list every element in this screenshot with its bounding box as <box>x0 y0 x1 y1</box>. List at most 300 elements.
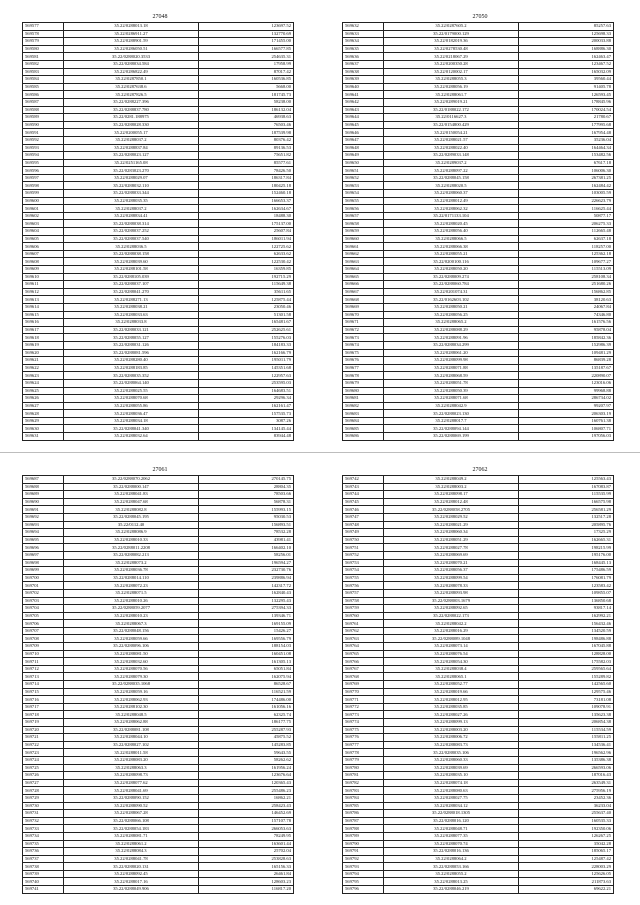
row-id-cell: 569667 <box>343 288 384 296</box>
amount-cell: 122725.62 <box>199 243 294 251</box>
row-id-cell: 569695 <box>23 536 64 544</box>
table-row <box>343 870 614 878</box>
amount-cell: 128603.23 <box>199 878 294 886</box>
table-row <box>343 372 614 380</box>
row-id-cell: 569642 <box>343 98 384 106</box>
row-id-cell: 569662 <box>343 250 384 258</box>
table-row <box>23 144 294 152</box>
amount-cell: 56878.31 <box>199 498 294 506</box>
table-row <box>23 182 294 190</box>
row-id-cell: 569685 <box>343 425 384 433</box>
reference-cell: 35.22/0288058.2705 <box>384 506 519 514</box>
row-id-cell: 569654 <box>343 190 384 198</box>
table-row <box>23 136 294 144</box>
table-row <box>343 772 614 780</box>
row-id-cell: 569746 <box>343 506 384 514</box>
amount-cell: 139346.71 <box>199 612 294 620</box>
amount-cell: 59643.55 <box>199 749 294 757</box>
row-id-cell: 569655 <box>343 197 384 205</box>
row-id-cell: 569775 <box>343 726 384 734</box>
row-id-cell: 569679 <box>343 379 384 387</box>
row-id-cell: 569697 <box>23 551 64 559</box>
reference-cell: 35.22/0288052.77 <box>384 681 519 689</box>
reference-cell: 35.22/0288023.127 <box>64 152 199 160</box>
reference-cell: 35.22/0200055.17 <box>64 129 199 137</box>
amount-cell: 125362.18 <box>519 250 614 258</box>
reference-cell: 35.22/0288010.23 <box>64 612 199 620</box>
row-id-cell: 569692 <box>23 513 64 521</box>
reference-cell: 35.22/0288048.156 <box>64 627 199 635</box>
row-id-cell: 569738 <box>23 863 64 871</box>
row-id-cell: 569657 <box>343 212 384 220</box>
table-row <box>23 167 294 175</box>
reference-cell: 35.22/0288003.2 <box>384 483 519 491</box>
amount-cell: 152460.18 <box>199 190 294 198</box>
reference-cell: 35.22/0288901.59 <box>64 38 199 46</box>
reference-cell: 35.22/0288098.17 <box>384 491 519 499</box>
amount-cell: 62325.74 <box>199 711 294 719</box>
row-id-cell: 569591 <box>23 129 64 137</box>
amount-cell: 62633.62 <box>199 250 294 258</box>
table-row <box>343 136 614 144</box>
table-row <box>343 288 614 296</box>
amount-cell: 167083.87 <box>519 483 614 491</box>
reference-cell: 35.22/0288070.2062 <box>64 476 199 484</box>
row-id-cell: 569694 <box>23 529 64 537</box>
table-row <box>23 749 294 757</box>
reference-cell: 35.22/0288027.75 <box>384 794 519 802</box>
row-id-cell: 569699 <box>23 567 64 575</box>
table-row <box>343 810 614 818</box>
row-id-cell: 569774 <box>343 719 384 727</box>
table-row <box>343 825 614 833</box>
reference-cell: 35.22/0288035.352 <box>64 372 199 380</box>
reference-cell: 35.22/0288082.213 <box>64 551 199 559</box>
row-id-cell: 569644 <box>343 114 384 122</box>
table-row <box>23 228 294 236</box>
amount-cell: 125563.43 <box>519 476 614 484</box>
amount-cell: 109855.07 <box>519 589 614 597</box>
amount-cell: 123467.52 <box>519 60 614 68</box>
table-row <box>343 266 614 274</box>
table-row <box>343 605 614 613</box>
amount-cell: 134145.44 <box>199 425 294 433</box>
table-row <box>343 886 614 894</box>
table-row <box>343 174 614 182</box>
reference-cell: 35.22/0154800.429 <box>384 121 519 129</box>
reference-cell: 35.22/0288059.16 <box>64 688 199 696</box>
table-row <box>343 779 614 787</box>
row-id-cell: 569745 <box>343 498 384 506</box>
amount-cell: 122530.42 <box>199 258 294 266</box>
reference-cell: 35.22/0288183.85 <box>64 364 199 372</box>
reference-cell: 35.22/0288006.72 <box>384 734 519 742</box>
table-row <box>343 506 614 514</box>
row-id-cell: 569700 <box>23 574 64 582</box>
data-table <box>22 22 294 441</box>
amount-cell: 51301.58 <box>199 311 294 319</box>
row-id-cell: 569703 <box>23 597 64 605</box>
reference-cell: 35.22/0288019.66 <box>384 688 519 696</box>
amount-cell: 58238.00 <box>199 98 294 106</box>
row-id-cell: 569590 <box>23 121 64 129</box>
table-row <box>23 817 294 825</box>
row-id-cell: 569616 <box>23 319 64 327</box>
row-id-cell: 569717 <box>23 703 64 711</box>
reference-cell: 35.22/0288051.29 <box>384 536 519 544</box>
table-row <box>23 38 294 46</box>
table-row <box>23 152 294 160</box>
row-id-cell: 569762 <box>343 627 384 635</box>
reference-cell: 35.22/0288037.2 <box>64 136 199 144</box>
table-row <box>23 45 294 53</box>
amount-cell: 142317.72 <box>199 582 294 590</box>
row-id-cell: 569714 <box>23 681 64 689</box>
table-row <box>343 45 614 53</box>
table-row <box>23 476 294 484</box>
row-id-cell: 569764 <box>343 643 384 651</box>
row-id-cell: 569618 <box>23 334 64 342</box>
reference-cell: 35.22/0288016.136 <box>384 848 519 856</box>
amount-cell: 80376.42 <box>199 136 294 144</box>
amount-cell: 123697.52 <box>199 23 294 31</box>
reference-cell: 35.22/0288017.16 <box>64 878 199 886</box>
reference-cell: 35.22/0288045.195 <box>64 513 199 521</box>
row-id-cell: 569597 <box>23 174 64 182</box>
row-id-cell: 569652 <box>343 174 384 182</box>
amount-cell: 76503.46 <box>199 121 294 129</box>
row-id-cell: 569626 <box>23 395 64 403</box>
row-id-cell: 569688 <box>23 483 64 491</box>
amount-cell: 161576.56 <box>519 319 614 327</box>
row-id-cell: 569596 <box>23 167 64 175</box>
reference-cell: 35.22/0288049.906 <box>64 886 199 894</box>
reference-cell: 35.22/0288034.12 <box>384 802 519 810</box>
amount-cell: 157107.78 <box>199 817 294 825</box>
reference-cell: 35.22/0288041.69 <box>64 787 199 795</box>
amount-cell: 135623.38 <box>519 711 614 719</box>
reference-cell: 35.22/0288042.2 <box>384 620 519 628</box>
amount-cell: 160535.33 <box>519 817 614 825</box>
row-id-cell: 569719 <box>23 719 64 727</box>
amount-cell: 123016.06 <box>519 379 614 387</box>
reference-cell: 35.22/0288010.33 <box>64 536 199 544</box>
table-row <box>343 476 614 484</box>
reference-cell: 35.22/0288016.120 <box>384 817 519 825</box>
amount-cell: 17958.99 <box>199 60 294 68</box>
amount-cell: 188154.03 <box>199 643 294 651</box>
table-row <box>23 650 294 658</box>
row-id-cell: 569766 <box>343 658 384 666</box>
table-row <box>23 364 294 372</box>
row-id-cell: 569716 <box>23 696 64 704</box>
table-row <box>343 544 614 552</box>
amount-cell: 175582.03 <box>519 658 614 666</box>
amount-cell: 166653.37 <box>199 197 294 205</box>
reference-cell: 35.22/0188022.172 <box>384 106 519 114</box>
table-row <box>343 60 614 68</box>
reference-cell: 35.22/0288042.9 <box>384 402 519 410</box>
reference-cell: 35.22/0286050.51 <box>64 45 199 53</box>
amount-cell: 155276.03 <box>199 334 294 342</box>
table-row <box>343 106 614 114</box>
reference-cell: 35.22/0288020.5 <box>384 182 519 190</box>
reference-cell: 35.22/0289019.21 <box>384 98 519 106</box>
table-row <box>343 273 614 281</box>
reference-cell: 35.22/0288038.314 <box>64 220 199 228</box>
reference-cell: 35.22/0171133.104 <box>384 212 519 220</box>
reference-cell: 35.22/0288062.32 <box>384 205 519 213</box>
table-row <box>343 756 614 764</box>
reference-cell: 35.22/0281.188975 <box>64 114 199 122</box>
amount-cell: 155993.15 <box>199 506 294 514</box>
table-row <box>343 83 614 91</box>
amount-cell: 187539.98 <box>199 129 294 137</box>
table-row <box>343 650 614 658</box>
row-id-cell: 569690 <box>23 498 64 506</box>
document-page-2 <box>320 0 640 452</box>
reference-cell: 35.22/0288036.47 <box>64 410 199 418</box>
amount-cell: 74346.80 <box>519 311 614 319</box>
reference-cell: 35.22/0288060.784 <box>384 281 519 289</box>
table-row <box>343 281 614 289</box>
row-id-cell: 569617 <box>23 326 64 334</box>
reference-cell: 35.22/0288066.5 <box>384 235 519 243</box>
table-row <box>343 574 614 582</box>
row-id-cell: 569620 <box>23 349 64 357</box>
row-id-cell: 569733 <box>23 825 64 833</box>
amount-cell: 112665.48 <box>519 228 614 236</box>
reference-cell: 35.22/0288029.07 <box>64 174 199 182</box>
reference-cell: 35.22/0200100.116 <box>384 258 519 266</box>
reference-cell: 35.22/0162603.102 <box>384 296 519 304</box>
table-row <box>343 395 614 403</box>
reference-cell: 35.22/0288027.26 <box>384 711 519 719</box>
reference-cell: 35.22/0288834.41 <box>64 212 199 220</box>
reference-cell: 35.22/0288837.84 <box>64 144 199 152</box>
data-table <box>342 475 614 894</box>
table-row <box>343 144 614 152</box>
amount-cell: 206303.19 <box>519 410 614 418</box>
table-row <box>343 212 614 220</box>
row-id-cell: 569753 <box>343 559 384 567</box>
amount-cell: 161305.13 <box>199 658 294 666</box>
table-row <box>343 832 614 840</box>
row-id-cell: 569708 <box>23 635 64 643</box>
table-row <box>23 197 294 205</box>
row-id-cell: 569790 <box>343 840 384 848</box>
table-row <box>23 832 294 840</box>
amount-cell: 166402.10 <box>199 544 294 552</box>
row-id-cell: 569583 <box>23 68 64 76</box>
reference-cell: 35.22/0288016.29 <box>384 627 519 635</box>
table-row <box>23 551 294 559</box>
amount-cell: 168445.13 <box>519 559 614 567</box>
table-row <box>343 387 614 395</box>
table-row <box>23 311 294 319</box>
table-row <box>343 711 614 719</box>
table-row <box>23 741 294 749</box>
row-id-cell: 569604 <box>23 228 64 236</box>
row-id-cell: 569614 <box>23 303 64 311</box>
amount-cell: 266593.06 <box>519 764 614 772</box>
reference-cell: 35.22/0288032.110 <box>64 182 199 190</box>
data-table <box>22 475 294 894</box>
table-row <box>343 665 614 673</box>
row-id-cell: 569621 <box>23 357 64 365</box>
amount-cell: 25607.84 <box>199 228 294 236</box>
row-id-cell: 569794 <box>343 870 384 878</box>
amount-cell: 161956.24 <box>199 764 294 772</box>
amount-cell: 252625.61 <box>199 326 294 334</box>
amount-cell: 259565.64 <box>519 665 614 673</box>
table-row <box>23 243 294 251</box>
reference-cell: 35.22/0288041.340 <box>64 425 199 433</box>
row-id-cell: 569622 <box>23 364 64 372</box>
reference-cell: 35.22/0288034.584 <box>64 60 199 68</box>
table-row <box>23 810 294 818</box>
row-id-cell: 569638 <box>343 68 384 76</box>
amount-cell: 67617.18 <box>519 159 614 167</box>
row-id-cell: 569598 <box>23 182 64 190</box>
table-row <box>23 612 294 620</box>
table-row <box>23 825 294 833</box>
reference-cell: 35.22/0288070.74 <box>384 840 519 848</box>
reference-cell: 35.22/0288035.1068 <box>64 681 199 689</box>
amount-cell: 253828.63 <box>199 855 294 863</box>
amount-cell: 186177.75 <box>199 719 294 727</box>
amount-cell: 197056.03 <box>519 433 614 441</box>
reference-cell: 35.22/0288089.1048 <box>384 635 519 643</box>
table-row <box>23 395 294 403</box>
amount-cell: 211873.63 <box>519 878 614 886</box>
reference-cell: 35.22/0288051.78 <box>384 379 519 387</box>
reference-cell: 35.22/0288060.37 <box>384 190 519 198</box>
amount-cell: 136850.68 <box>519 597 614 605</box>
row-id-cell: 569720 <box>23 726 64 734</box>
amount-cell: 165481.67 <box>199 319 294 327</box>
reference-cell: 35.22/0288037.540 <box>64 235 199 243</box>
reference-cell: 35.22/0288048.71 <box>384 825 519 833</box>
amount-cell: 65051.84 <box>199 665 294 673</box>
amount-cell: 275956.19 <box>519 787 614 795</box>
reference-cell: 35.22/0288018.1305 <box>384 810 519 818</box>
amount-cell: 258423.43 <box>199 802 294 810</box>
reference-cell: 35.22/0288055.2 <box>384 870 519 878</box>
amount-cell: 195011.79 <box>199 357 294 365</box>
reference-cell: 35.22/0288227.396 <box>64 98 199 106</box>
amount-cell: 180425.18 <box>199 182 294 190</box>
amount-cell: 178845.96 <box>519 98 614 106</box>
amount-cell: 160536.85 <box>199 76 294 84</box>
table-row <box>23 266 294 274</box>
table-row <box>343 749 614 757</box>
table-row <box>343 612 614 620</box>
row-id-cell: 569747 <box>343 513 384 521</box>
table-row <box>23 673 294 681</box>
amount-cell: 164683.51 <box>199 387 294 395</box>
amount-cell: 28804.35 <box>199 483 294 491</box>
table-row <box>343 567 614 575</box>
reference-cell: 35.22/0288071.5 <box>64 589 199 597</box>
amount-cell: 205895.76 <box>519 521 614 529</box>
reference-cell: 35.22/0288022.173 <box>384 612 519 620</box>
row-id-cell: 569672 <box>343 326 384 334</box>
row-id-cell: 569671 <box>343 319 384 327</box>
row-id-cell: 569705 <box>23 612 64 620</box>
reference-cell: 35.22/0288050.20 <box>384 266 519 274</box>
table-row <box>23 802 294 810</box>
table-row <box>23 506 294 514</box>
amount-cell: 15426.27 <box>199 627 294 635</box>
row-id-cell: 569796 <box>343 886 384 894</box>
reference-cell: 35.22/0288076.54 <box>384 650 519 658</box>
amount-cell: 162634.67 <box>199 205 294 213</box>
amount-cell: 16359.85 <box>199 266 294 274</box>
table-row <box>23 250 294 258</box>
reference-cell: 35.22/0251165.08 <box>64 159 199 167</box>
table-row <box>343 794 614 802</box>
table-row <box>23 159 294 167</box>
amount-cell: 115534.59 <box>519 726 614 734</box>
amount-cell: 116817.20 <box>199 886 294 894</box>
row-id-cell: 569627 <box>23 402 64 410</box>
reference-cell: 35.22/0289037.2 <box>384 159 519 167</box>
row-id-cell: 569749 <box>343 529 384 537</box>
amount-cell: 99968.88 <box>519 387 614 395</box>
reference-cell: 35.22/0116627.3 <box>384 114 519 122</box>
page-number-title: 27048 <box>152 14 168 20</box>
table-row <box>23 379 294 387</box>
amount-cell: 46938.63 <box>199 114 294 122</box>
row-id-cell: 569722 <box>23 741 64 749</box>
reference-cell: 35.22/0287638.6 <box>64 83 199 91</box>
reference-cell: 35.22/0288069.199 <box>384 433 519 441</box>
table-row <box>343 243 614 251</box>
reference-cell: 35.22/0286822.49 <box>64 68 199 76</box>
table-row <box>23 68 294 76</box>
amount-cell: 171455.00 <box>199 38 294 46</box>
amount-cell: 18488.30 <box>199 212 294 220</box>
row-id-cell: 569793 <box>343 863 384 871</box>
reference-cell: 35.22/0288048.5 <box>64 711 199 719</box>
reference-cell: 35.22/0288064.140 <box>64 379 199 387</box>
table-row <box>343 703 614 711</box>
amount-cell: 206854.38 <box>519 719 614 727</box>
reference-cell: 35.22/0288099.54 <box>384 574 519 582</box>
table-row <box>23 734 294 742</box>
table-row <box>23 840 294 848</box>
table-row <box>23 273 294 281</box>
table-row <box>343 220 614 228</box>
row-id-cell: 569759 <box>343 605 384 613</box>
row-id-cell: 569769 <box>343 681 384 689</box>
amount-cell: 186132.04 <box>199 106 294 114</box>
row-id-cell: 569795 <box>343 878 384 886</box>
row-id-cell: 569731 <box>23 810 64 818</box>
row-id-cell: 569632 <box>343 23 384 31</box>
amount-cell: 132770.69 <box>199 30 294 38</box>
amount-cell: 162840.43 <box>199 589 294 597</box>
reference-cell: 35.22/0288013.25 <box>384 878 519 886</box>
amount-cell: 78249.95 <box>199 832 294 840</box>
amount-cell: 198486.88 <box>519 635 614 643</box>
row-id-cell: 569599 <box>23 190 64 198</box>
reference-cell: 35.22/0120002.17 <box>384 68 519 76</box>
amount-cell: 69622.21 <box>519 886 614 894</box>
reference-cell: 35.22/0288083.73 <box>384 741 519 749</box>
reference-cell: 35.22/0288071.88 <box>384 364 519 372</box>
